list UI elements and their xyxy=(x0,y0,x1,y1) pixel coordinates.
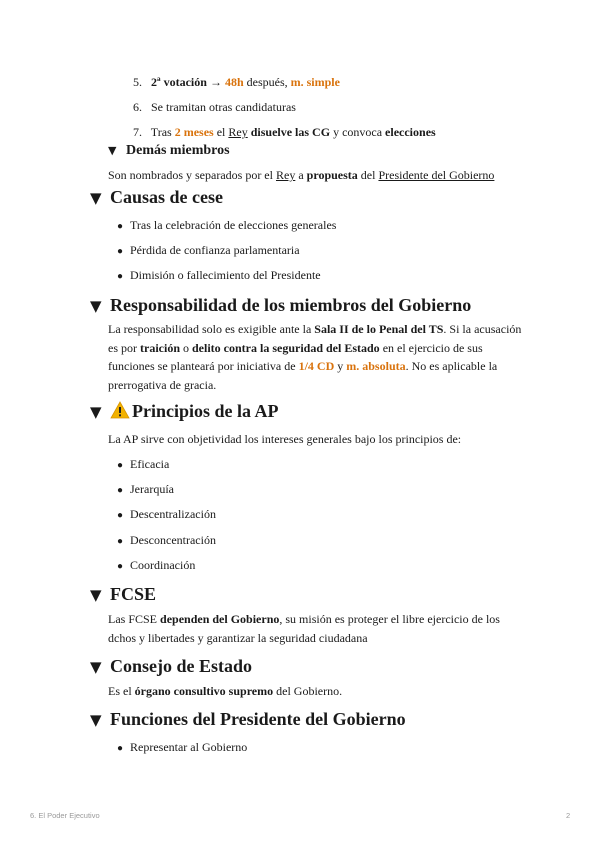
bullet-icon: ● xyxy=(117,536,124,547)
bullet-icon: ● xyxy=(117,510,124,521)
list-item-5 xyxy=(133,74,340,90)
section-heading: Funciones del Presidente del Gobierno xyxy=(110,709,406,729)
highlight-text: 48h xyxy=(224,75,244,89)
toggle-triangle-icon[interactable]: ▼ xyxy=(90,297,102,315)
toggle-triangle-icon[interactable]: ▼ xyxy=(90,586,102,604)
text: después, xyxy=(246,75,288,89)
section-heading: Responsabilidad de los miembros del Gobierno xyxy=(110,295,472,315)
highlight-text: m. simple xyxy=(290,75,340,89)
list-number: 6. xyxy=(133,100,142,114)
consejo-paragraph: Es el órgano consultivo supremo del Gobierno. xyxy=(108,684,343,698)
linked-text: Rey xyxy=(275,168,296,182)
bullet-item: ● Representar al Gobierno xyxy=(117,739,247,757)
text: el xyxy=(216,125,226,139)
principios-intro: La AP sirve con objetividad los intereses generales bajo los principios de: xyxy=(108,432,462,446)
bold-text: disuelve las CG xyxy=(250,125,331,139)
warning-icon xyxy=(110,401,130,419)
bullet-item: ● Descentralización xyxy=(117,506,216,524)
toggle-consejo-de-estado[interactable] xyxy=(90,655,252,678)
footer-chapter: 6. El Poder Ejecutivo xyxy=(30,811,100,820)
bullet-icon: ● xyxy=(117,561,124,572)
toggle-triangle-icon[interactable]: ▼ xyxy=(90,711,102,729)
responsabilidad-paragraph: La responsabilidad solo es exigible ante la Sala II de lo Penal del TS. Si la acusación es por traición o delito contra la seguridad del Estado en el ejercicio de sus funciones se planteará por iniciativa de 1/4 CD y m. absoluta. No es aplicable la prerrogativa de gracia. xyxy=(108,322,522,392)
page-number: 2 xyxy=(566,811,571,820)
linked-text: Presidente del Gobierno xyxy=(378,168,495,182)
toggle-triangle-icon[interactable]: ▼ xyxy=(90,403,102,421)
bullet-icon: ● xyxy=(117,246,124,257)
bullet-item: ● Dimisión o fallecimiento del Presidente xyxy=(117,267,321,285)
fcse-paragraph: Las FCSE dependen del Gobierno, su misión es proteger el libre ejercicio de los dchos y libertades y garantizar la seguridad ciudadana xyxy=(108,612,500,645)
bullet-item: ● Tras la celebración de elecciones generales xyxy=(117,217,336,235)
bullet-icon: ● xyxy=(117,221,124,232)
text: y convoca xyxy=(333,125,383,139)
bold-text: 2ª votación xyxy=(151,75,207,89)
arrow: → xyxy=(209,75,222,89)
toggle-triangle-icon[interactable]: ▼ xyxy=(90,189,102,207)
list-number: 7. xyxy=(133,125,142,139)
bullet-icon: ● xyxy=(117,743,124,754)
subheading: Demás miembros xyxy=(126,143,230,158)
bullet-item: ● Desconcentración xyxy=(117,532,216,550)
list-item-7 xyxy=(133,124,436,140)
bullet-item: ● Jerarquía xyxy=(117,481,174,499)
list-item-6 xyxy=(133,99,296,115)
bullet-item: ● Eficacia xyxy=(117,456,169,474)
section-heading: FCSE xyxy=(110,584,157,604)
list-number: 5. xyxy=(133,75,142,89)
linked-text: Rey xyxy=(228,125,248,139)
text: Se tramitan otras candidaturas xyxy=(151,100,296,114)
section-heading: Principios de la AP xyxy=(132,401,279,421)
bullet-icon: ● xyxy=(117,485,124,496)
bullet-icon: ● xyxy=(117,271,124,282)
toggle-triangle-icon[interactable]: ▼ xyxy=(108,144,117,157)
bullet-item: ● Pérdida de confianza parlamentaria xyxy=(117,242,300,260)
toggle-causas-de-cese[interactable] xyxy=(90,186,223,209)
text: Tras xyxy=(150,125,172,139)
bullet-item: ● Coordinación xyxy=(117,557,195,575)
toggle-triangle-icon[interactable]: ▼ xyxy=(90,658,102,676)
bold-text: propuesta xyxy=(306,168,358,182)
bold-text: elecciones xyxy=(385,125,436,139)
demas-paragraph: Son nombrados y separados por el Rey a propuesta del Presidente del Gobierno xyxy=(108,168,495,182)
toggle-principios[interactable] xyxy=(90,400,279,423)
toggle-demas-miembros[interactable] xyxy=(108,142,230,160)
bullet-icon: ● xyxy=(117,460,124,471)
section-heading: Consejo de Estado xyxy=(110,656,253,676)
toggle-responsabilidad[interactable] xyxy=(90,294,471,317)
highlight-text: 2 meses xyxy=(174,125,214,139)
section-heading: Causas de cese xyxy=(110,187,223,207)
toggle-fcse[interactable] xyxy=(90,583,156,606)
toggle-funciones-presidente[interactable] xyxy=(90,708,406,731)
